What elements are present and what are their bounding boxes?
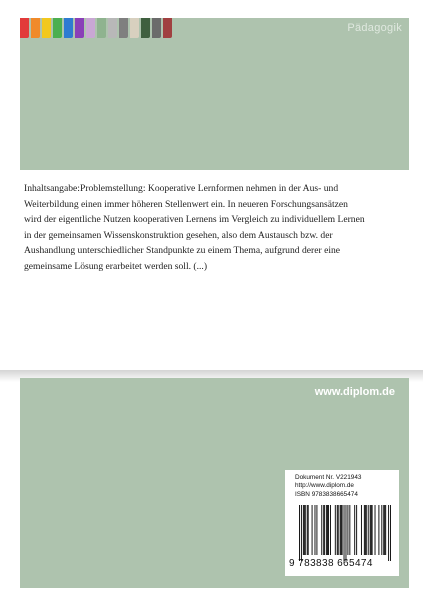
color-swatch	[163, 18, 172, 38]
barcode-bar	[345, 505, 346, 561]
barcode-bar	[375, 505, 376, 555]
barcode-bar	[341, 505, 342, 555]
barcode-digits: 9 783838 665474	[289, 558, 373, 569]
document-url[interactable]: http://www.diplom.de	[295, 482, 354, 490]
color-swatch	[108, 18, 117, 38]
barcode-bar	[371, 505, 372, 555]
document-info	[295, 474, 361, 499]
document-number: Dokument Nr. V221943	[295, 474, 362, 481]
barcode-bar	[370, 505, 371, 555]
barcode-box	[285, 470, 399, 576]
color-swatch	[119, 18, 128, 38]
barcode-bar	[335, 505, 336, 555]
barcode-bar	[326, 505, 327, 555]
barcode-bar	[383, 505, 384, 555]
color-swatch	[152, 18, 161, 38]
barcode-bar	[365, 505, 366, 555]
barcode-bar	[338, 505, 339, 555]
barcode-bar	[368, 505, 369, 555]
barcode-bar	[304, 505, 305, 555]
description-line: Aushandlung unterschiedlicher Standpunkte zu einem Thema, aufgrund derer eine	[24, 245, 341, 256]
color-swatch	[53, 18, 62, 38]
color-swatch	[31, 18, 40, 38]
isbn-label: ISBN 9783838665474	[295, 490, 358, 498]
barcode-bar	[337, 505, 338, 555]
barcode-bar	[384, 505, 385, 555]
barcode-bar	[330, 505, 331, 555]
description-line: wird der eigentliche Nutzen kooperativen Lernens im Vergleich zu individuellem Lernen	[24, 214, 365, 225]
barcode-bar	[324, 505, 325, 555]
barcode-bar	[312, 505, 313, 555]
publisher-url[interactable]: www.diplom.de	[314, 386, 395, 398]
barcode-bar	[364, 505, 365, 555]
color-swatch	[42, 18, 51, 38]
color-swatch	[20, 18, 29, 38]
barcode-bar	[340, 505, 341, 555]
color-swatch	[64, 18, 73, 38]
barcode-bar	[305, 505, 306, 555]
barcode-bar	[349, 505, 350, 555]
top-color-panel	[20, 18, 409, 170]
barcode-bar	[308, 505, 309, 555]
barcode-bar	[314, 505, 315, 555]
barcode-bar	[347, 505, 348, 555]
category-label: Pädagogik	[347, 22, 402, 34]
color-swatch	[97, 18, 106, 38]
barcode-bar	[301, 505, 302, 561]
barcode-bar	[344, 505, 345, 561]
color-swatch	[130, 18, 139, 38]
barcode-bar	[299, 505, 300, 561]
barcode-bar	[316, 505, 317, 555]
color-swatch	[75, 18, 84, 38]
barcode-bar	[328, 505, 329, 555]
description-line: gemeinsame Lösung erarbeitet werden soll. (...)	[24, 260, 208, 272]
barcode-bar	[361, 505, 362, 555]
color-swatch	[141, 18, 150, 38]
barcode-bar	[372, 505, 373, 555]
description-line: in der gemeinsamen Wissenskonstruktion gesehen, also dem Austausch bzw. der	[24, 229, 333, 241]
color-strip	[20, 18, 174, 38]
barcode-bar	[381, 505, 382, 555]
barcode-bar	[390, 505, 391, 561]
barcode-bar	[356, 505, 357, 555]
book-description	[24, 181, 396, 274]
barcode-bar	[303, 505, 304, 555]
barcode-bar	[327, 505, 328, 555]
color-swatch	[86, 18, 95, 38]
barcode-bar	[385, 505, 386, 555]
barcode-bar	[323, 505, 324, 555]
barcode-bar	[378, 505, 379, 555]
barcode-bar	[321, 505, 322, 555]
description-line: Inhaltsangabe:Problemstellung: Kooperative Lernformen nehmen in der Aus- und	[24, 183, 339, 194]
barcode-bar	[354, 505, 355, 555]
barcode-image	[299, 505, 391, 561]
barcode-bar	[342, 505, 343, 555]
barcode-bar	[388, 505, 389, 561]
description-line: Weiterbildung einen immer höheren Stellenwert ein. In neueren Forschungsansätzen	[24, 198, 348, 210]
barcode-bar	[307, 505, 308, 555]
barcode-bar	[366, 505, 367, 555]
